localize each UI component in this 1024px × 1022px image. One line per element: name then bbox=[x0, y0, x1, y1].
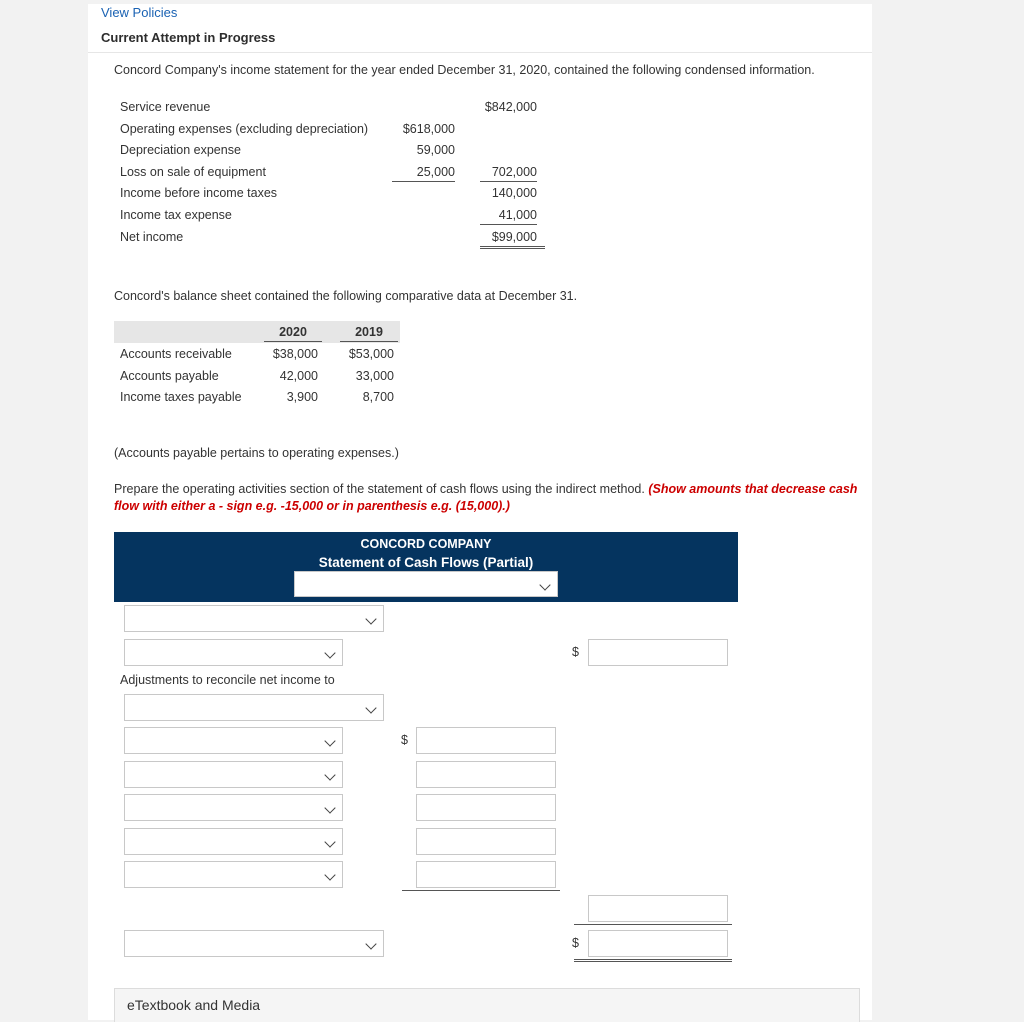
is-value-total-expenses: 702,000 bbox=[480, 165, 537, 182]
bs-ar-2019: $53,000 bbox=[348, 347, 394, 361]
instruction-main bbox=[114, 482, 857, 496]
chevron-down-icon bbox=[324, 647, 335, 658]
etextbook-label: eTextbook and Media bbox=[127, 997, 261, 1013]
adjustment-amount-input-3[interactable] bbox=[416, 794, 556, 821]
bs-label-accounts-payable: Accounts payable bbox=[120, 369, 219, 383]
chevron-down-icon bbox=[324, 769, 335, 780]
adjustment-amount-input-2[interactable] bbox=[416, 761, 556, 788]
bs-ap-2020: 42,000 bbox=[279, 369, 318, 383]
bs-itp-2020: 3,900 bbox=[286, 390, 318, 404]
is-value-loss-on-sale: 25,000 bbox=[392, 165, 455, 182]
bs-ar-2020: $38,000 bbox=[272, 347, 318, 361]
total-adjustments-line bbox=[574, 924, 732, 925]
adjustment-amount-input-1[interactable] bbox=[416, 727, 556, 754]
chevron-down-icon bbox=[365, 702, 376, 713]
chevron-down-icon bbox=[539, 579, 550, 590]
adjustments-dropdown[interactable] bbox=[124, 694, 384, 721]
currency-symbol: $ bbox=[572, 645, 579, 659]
chevron-down-icon bbox=[365, 613, 376, 624]
statement-title: Statement of Cash Flows (Partial) bbox=[318, 555, 534, 570]
is-label-operating-expenses: Operating expenses (excluding depreciation) bbox=[120, 122, 369, 136]
instruction-red-line1: (Show amounts that decrease cash bbox=[648, 482, 858, 496]
net-income-input[interactable] bbox=[588, 639, 728, 666]
instruction-main-text: Prepare the operating activities section of the statement of cash flows using the indirect method. bbox=[114, 482, 645, 496]
adjustments-subtotal-line bbox=[402, 890, 560, 891]
etextbook-media-panel[interactable] bbox=[114, 988, 860, 1022]
net-cash-input[interactable] bbox=[588, 930, 728, 957]
balance-intro-text: Concord's balance sheet contained the following comparative data at December 31. bbox=[114, 289, 578, 303]
adjustment-item-dropdown-3[interactable] bbox=[124, 794, 343, 821]
chevron-down-icon bbox=[365, 938, 376, 949]
adjustment-item-dropdown-5[interactable] bbox=[124, 861, 343, 888]
view-policies-link[interactable]: View Policies bbox=[101, 5, 178, 20]
is-value-income-tax-expense: 41,000 bbox=[480, 208, 537, 225]
period-dropdown[interactable] bbox=[294, 571, 558, 597]
accounts-payable-note: (Accounts payable pertains to operating expenses.) bbox=[114, 446, 399, 460]
bs-itp-2019: 8,700 bbox=[362, 390, 394, 404]
is-label-depreciation: Depreciation expense bbox=[120, 143, 241, 157]
is-value-depreciation: 59,000 bbox=[416, 143, 455, 157]
bs-label-accounts-receivable: Accounts receivable bbox=[120, 347, 232, 361]
adjustment-item-dropdown-1[interactable] bbox=[124, 727, 343, 754]
adjustment-item-dropdown-2[interactable] bbox=[124, 761, 343, 788]
adjustments-label: Adjustments to reconcile net income to bbox=[120, 673, 335, 687]
header-divider bbox=[88, 52, 872, 53]
chevron-down-icon bbox=[324, 836, 335, 847]
is-label-loss-on-sale: Loss on sale of equipment bbox=[120, 165, 266, 179]
intro-text: Concord Company's income statement for the year ended December 31, 2020, contained the following condensed information. bbox=[114, 63, 815, 77]
net-cash-dropdown[interactable] bbox=[124, 930, 384, 957]
cash-flow-section-dropdown[interactable] bbox=[124, 605, 384, 632]
total-adjustments-input[interactable] bbox=[588, 895, 728, 922]
is-label-service-revenue: Service revenue bbox=[120, 100, 211, 114]
bs-header-2019: 2019 bbox=[340, 325, 398, 342]
is-value-income-before-taxes: 140,000 bbox=[491, 186, 537, 200]
net-income-dropdown[interactable] bbox=[124, 639, 343, 666]
chevron-down-icon bbox=[324, 735, 335, 746]
adjustment-amount-input-4[interactable] bbox=[416, 828, 556, 855]
question-page bbox=[88, 4, 872, 1020]
is-label-net-income: Net income bbox=[120, 230, 184, 244]
is-value-service-revenue: $842,000 bbox=[484, 100, 537, 114]
chevron-down-icon bbox=[324, 802, 335, 813]
instruction-red-line2: flow with either a - sign e.g. -15,000 or in parenthesis e.g. (15,000).) bbox=[114, 499, 510, 513]
current-attempt-label: Current Attempt in Progress bbox=[101, 30, 276, 45]
company-name: CONCORD COMPANY bbox=[360, 537, 492, 551]
adjustment-item-dropdown-4[interactable] bbox=[124, 828, 343, 855]
adjustment-amount-input-5[interactable] bbox=[416, 861, 556, 888]
is-value-net-income: $99,000 bbox=[480, 230, 545, 249]
chevron-down-icon bbox=[324, 869, 335, 880]
statement-banner bbox=[114, 532, 738, 602]
is-value-operating-expenses: $618,000 bbox=[402, 122, 455, 136]
bs-label-income-taxes-payable: Income taxes payable bbox=[120, 390, 242, 404]
bs-header-2020: 2020 bbox=[264, 325, 322, 342]
bs-ap-2019: 33,000 bbox=[355, 369, 394, 383]
is-label-income-before-taxes: Income before income taxes bbox=[120, 186, 278, 200]
net-cash-double-line bbox=[574, 959, 732, 962]
is-label-income-tax-expense: Income tax expense bbox=[120, 208, 232, 222]
currency-symbol: $ bbox=[401, 733, 408, 747]
currency-symbol: $ bbox=[572, 936, 579, 950]
